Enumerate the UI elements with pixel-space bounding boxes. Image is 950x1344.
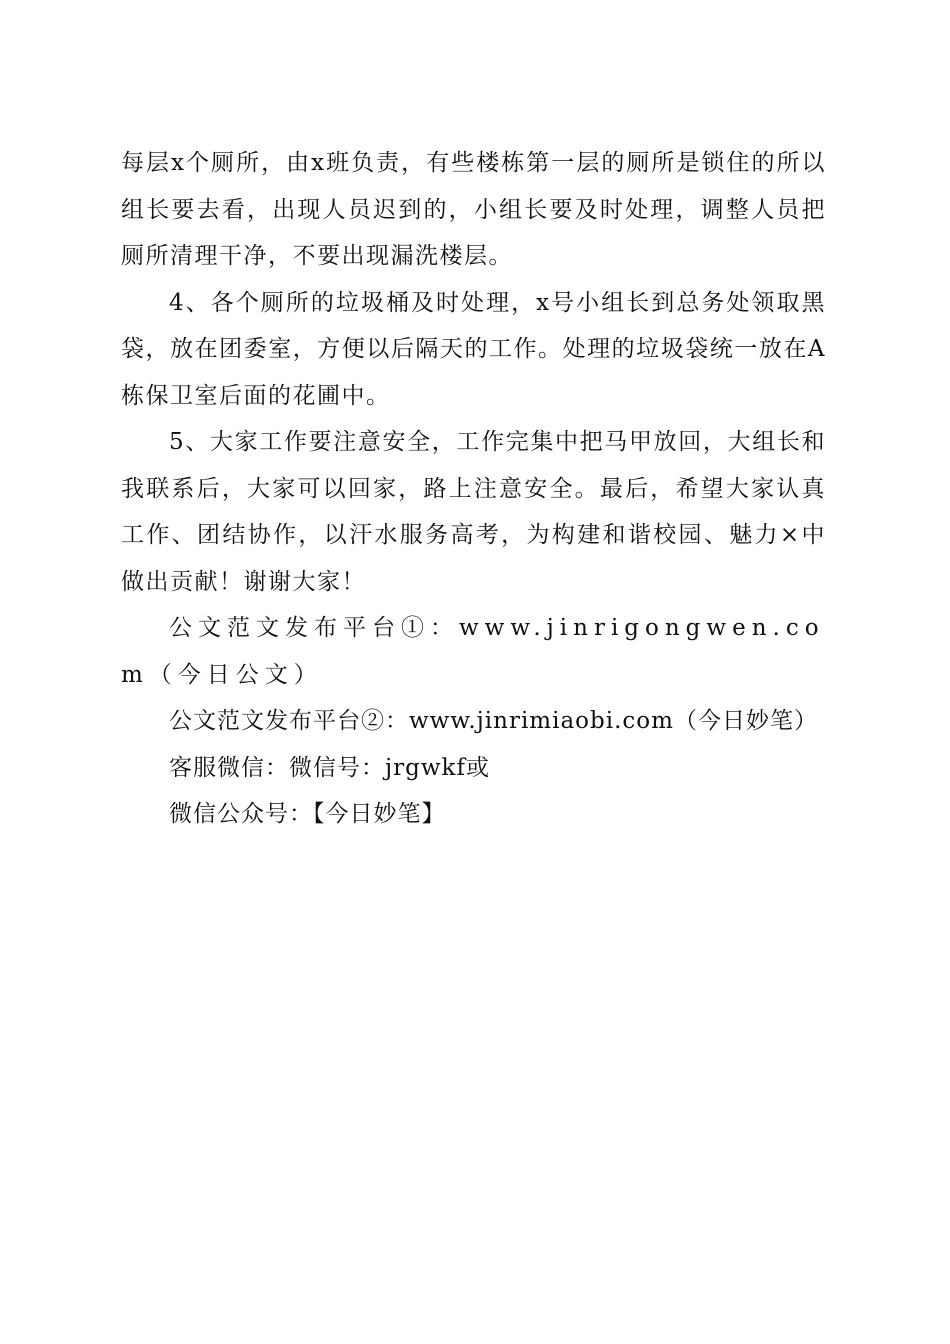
- footer-platform-1: 公文范文发布平台①：www.jinrigongwen.com（今日公文）: [121, 615, 825, 688]
- paragraph-item-5: 5、大家工作要注意安全，工作完集中把马甲放回，大组长和我联系后，大家可以回家，路上注意安全。最后，希望大家认真工作、团结协作，以汗水服务高考，为构建和谐校园、魅力×中做出贡献！谢谢大家！: [121, 429, 826, 595]
- footer-wechat: 客服微信：微信号：jrgwkf或: [169, 754, 490, 781]
- document-body: [121, 140, 826, 838]
- footer-platform-2: 公文范文发布平台②：www.jinrimiaobi.com（今日妙笔）: [169, 708, 818, 734]
- paragraph-item-4: 4、各个厕所的垃圾桶及时处理，x号小组长到总务处领取黑袋，放在团委室，方便以后隔天的工作。处理的垃圾袋统一放在A栋保卫室后面的花圃中。: [121, 289, 826, 409]
- footer-official-account: 微信公众号：【今日妙笔】: [169, 801, 446, 827]
- paragraph-continuation: 每层x个厕所，由x班负责，有些楼栋第一层的厕所是锁住的所以组长要去看，出现人员迟到的，小组长要及时处理，调整人员把厕所清理干净，不要出现漏洗楼层。: [121, 150, 826, 269]
